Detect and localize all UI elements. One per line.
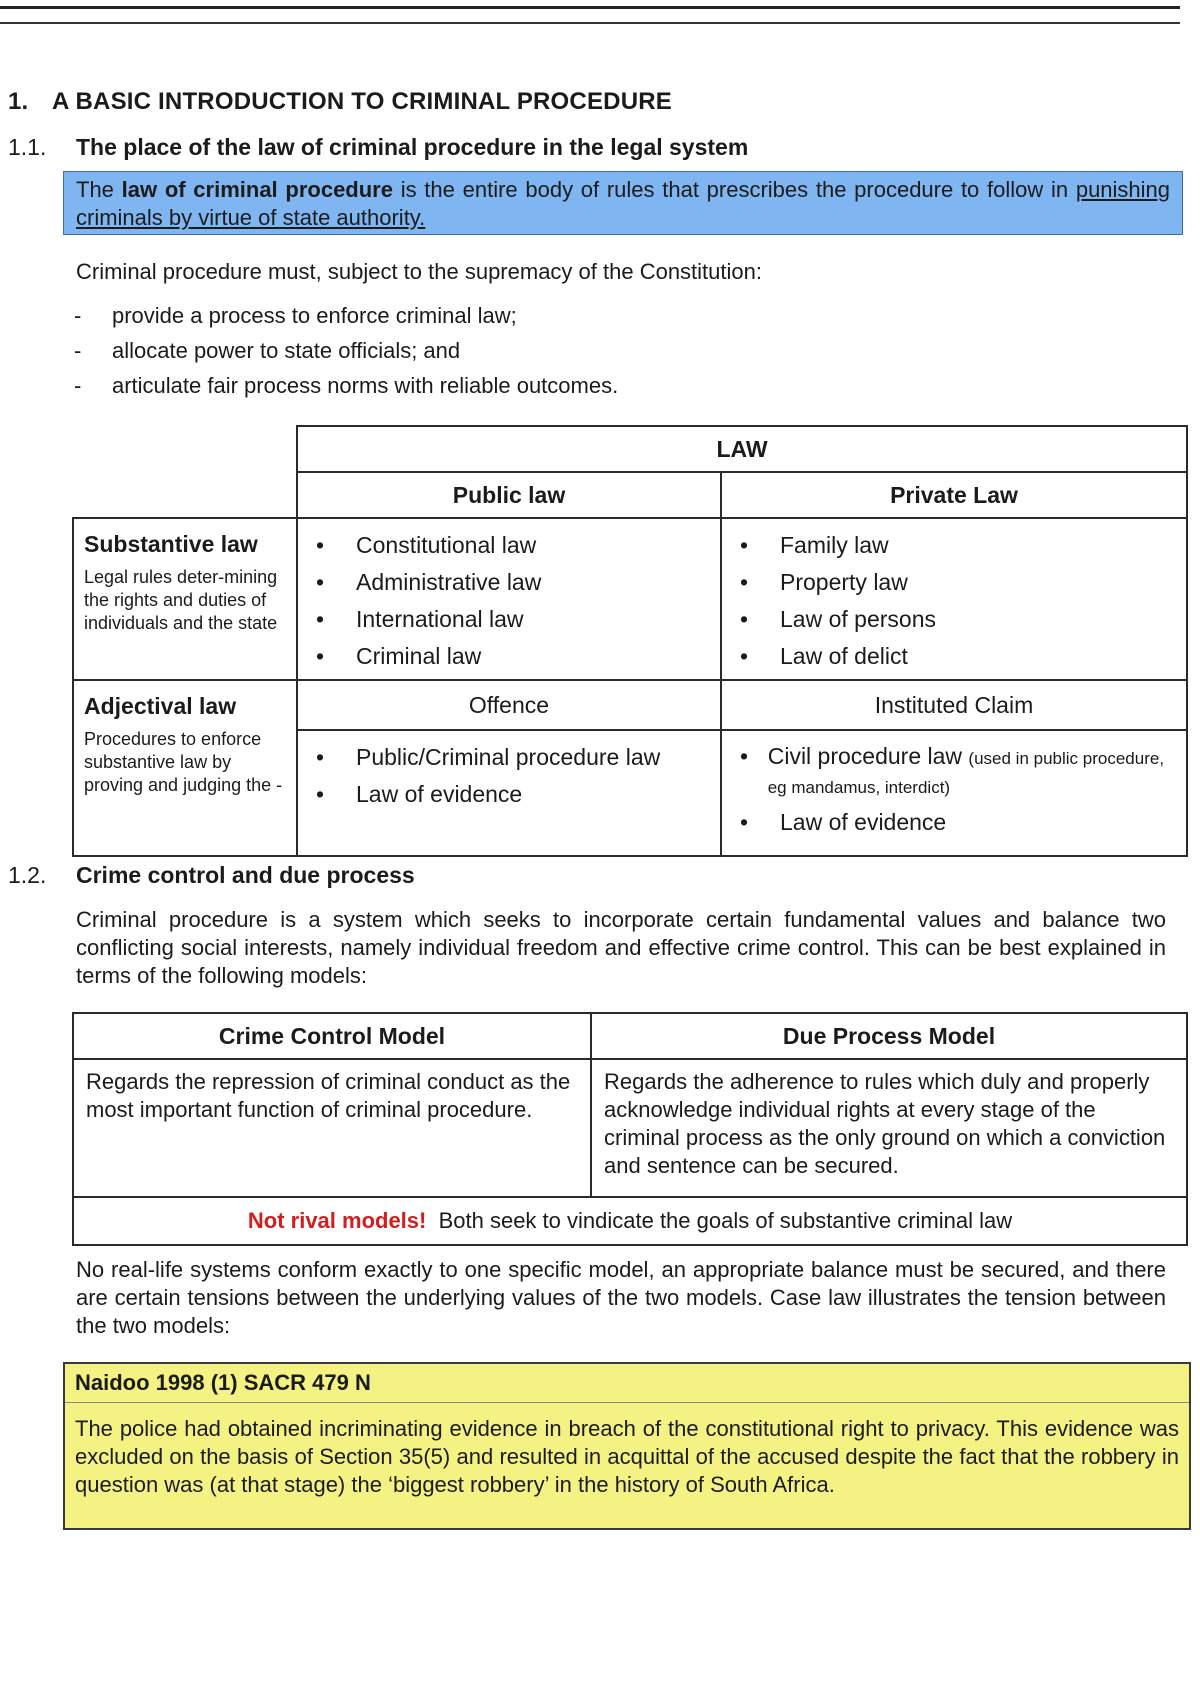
heading-1: 1. A BASIC INTRODUCTION TO CRIMINAL PROCEDURE [8,88,672,115]
requirements-list [74,298,618,403]
definition-term: law of criminal procedure [121,177,393,202]
list-item: • Administrative law [316,569,542,595]
due-process-text: Regards the adherence to rules which duly and properly acknowledge individual rights at every stage of the criminal process as the only ground on which a conviction and sentence can be secured. [590,1058,1188,1198]
substantive-law-cell: Substantive law Legal rules deter-mining the rights and duties of individuals and the state [72,517,298,681]
list-item: - articulate fair process norms with reliable outcomes. [74,373,619,398]
list-item: • International law [316,606,524,632]
list-item: • Constitutional law [316,532,537,558]
crime-control-header: Crime Control Model [72,1012,592,1060]
offence-label: Offence [296,679,722,731]
due-process-header: Due Process Model [590,1012,1188,1060]
law-table [72,425,1188,857]
law-header: LAW [296,425,1188,473]
case-text: The police had obtained incriminating evidence in breach of the constitutional right to privacy. This evidence was excluded on the basis of Section 35(5) and resulted in acquittal of the accused despite the fact that the robbery in question was (at that stage) the ‘biggest robbery’ in the history of South Africa. [75,1416,1179,1497]
list-item: - allocate power to state officials; and [74,338,461,363]
list-item: • Law of delict [740,643,908,669]
case-citation: Naidoo 1998 (1) SACR 479 N [65,1364,1189,1403]
intro-paragraph: Criminal procedure must, subject to the supremacy of the Constitution: [76,259,762,284]
list-item: • Law of evidence [740,809,947,835]
list-item: - provide a process to enforce criminal law; [74,303,517,328]
list-item: • Law of evidence [316,781,523,807]
list-item: • Public/Criminal procedure law [316,744,661,770]
list-item: • Law of persons [740,606,936,632]
substantive-public-cell [296,517,722,681]
header-rule-top [0,6,1180,9]
substantive-private-cell [720,517,1188,681]
adjectival-private-cell [720,729,1188,857]
not-rival-label: Not rival models! [247,1208,427,1233]
heading-1-1: 1.1. The place of the law of criminal procedure in the legal system [8,134,749,160]
models-paragraph: Criminal procedure is a system which seeks to incorporate certain fundamental values and balance two conflicting social interests, namely individual freedom and effective crime control. This can be best explained in terms of the following models: [76,907,1166,988]
header-rule-bottom [0,22,1180,24]
public-law-header: Public law [296,471,722,519]
adjectival-public-cell [296,729,722,857]
list-item: • Property law [740,569,908,595]
list-item: • Family law [740,532,889,558]
case-box [63,1362,1191,1530]
models-table [72,1012,1188,1246]
adjectival-law-cell: Adjectival law Procedures to enforce substantive law by proving and judging the - [72,679,298,857]
crime-control-text: Regards the repression of criminal conduct as the most important function of criminal procedure. [72,1058,592,1198]
private-law-header: Private Law [720,471,1188,519]
heading-1-2: 1.2. Crime control and due process [8,862,415,888]
definition-box: The law of criminal procedure is the entire body of rules that prescribes the procedure to follow in punishing criminals by virtue of state authority. [63,171,1183,235]
models-footer: Not rival models! Both seek to vindicate the goals of substantive criminal law [72,1196,1188,1246]
tension-paragraph: No real-life systems conform exactly to one specific model, an appropriate balance must be secured, and there are certain tensions between the underlying values of the two models. Case law illustrates the tension between the two models: [76,1257,1166,1338]
list-item: • Civil procedure law (used in public procedure, eg mandamus, interdict) [740,743,1165,797]
list-item: • Criminal law [316,643,482,669]
instituted-claim-label: Instituted Claim [720,679,1188,731]
